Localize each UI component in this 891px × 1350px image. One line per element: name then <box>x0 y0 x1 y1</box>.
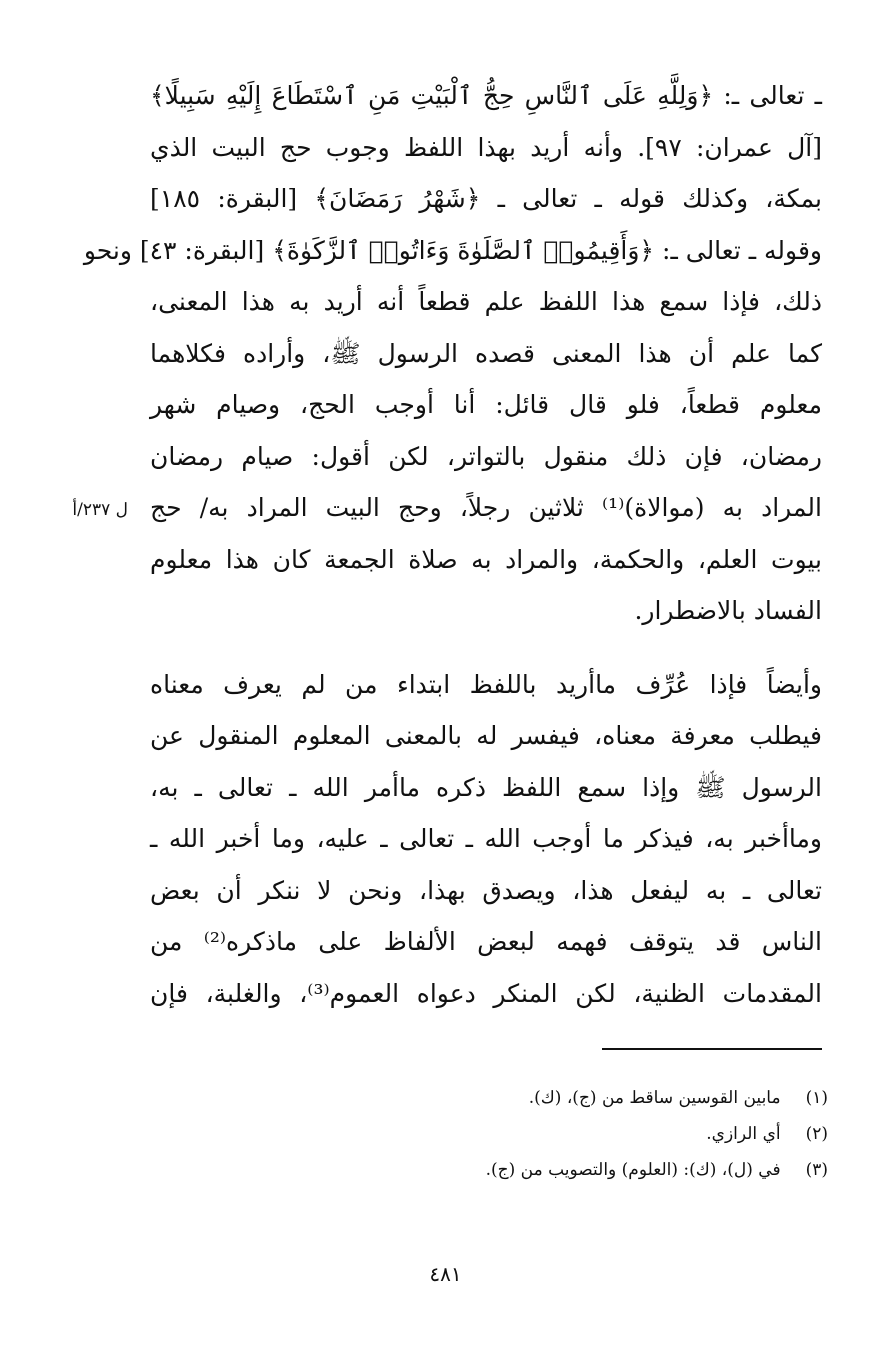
text-line: [آل عمران: ٩٧]. وأنه أريد بهذا اللفظ وجوب حج البيت الذي <box>150 132 823 162</box>
text-line: وأيضاً فإذا عُرِّف ماأريد باللفظ ابتداء من لم يعرف معناه <box>150 669 822 699</box>
text-line: كما علم أن هذا المعنى قصده الرسول ﷺ، وأراده فكلاهما <box>150 338 822 368</box>
footnote-number: (٢) <box>805 1124 828 1144</box>
text-line: معلوم قطعاً، فلو قال قائل: أنا أوجب الحج، وصيام شهر <box>150 390 822 419</box>
text-line: الرسول ﷺ وإذا سمع اللفظ ذكره ماأمر الله ـ تعالى ـ به، <box>150 772 822 802</box>
footnote-number: (١) <box>805 1088 828 1108</box>
text-line: الناس قد يتوقف فهمه لبعض الألفاظ على ماذكره⁽²⁾ من <box>150 927 822 956</box>
text-line: وقوله ـ تعالى ـ: ﴿وَأَقِيمُوا۟ ٱلصَّلَوٰةَ وَءَاتُوا۟ ٱلزَّكَوٰةَ﴾ [البقرة: ٤٣] ونحو <box>83 235 822 265</box>
footnote-number: (٣) <box>805 1160 828 1180</box>
footnote-text: في (ل)، (ك): (العلوم) والتصويب من (ج). <box>485 1160 781 1180</box>
text-line: بمكة، وكذلك قوله ـ تعالى ـ ﴿شَهْرُ رَمَضَانَ﴾ [البقرة: ١٨٥] <box>150 184 822 213</box>
text-line: المقدمات الظنية، لكن المنكر دعواه العموم⁽³⁾، والغلبة، فإن <box>150 978 822 1008</box>
text-line: بيوت العلم، والحكمة، والمراد به صلاة الجمعة كان هذا معلوم <box>150 544 822 574</box>
footnote-divider <box>602 1048 822 1050</box>
text-line: فيطلب معرفة معناه، فيفسر له بالمعنى المعلوم المنقول عن <box>150 721 822 750</box>
text-line: رمضان، فإن ذلك منقول بالتواتر، لكن أقول: صيام رمضان <box>150 441 822 471</box>
text-line: ـ تعالى ـ: ﴿وَلِلَّهِ عَلَى ٱلنَّاسِ حِجُّ ٱلْبَيْتِ مَنِ ٱسْتَطَاعَ إِلَيْهِ سَبِيلًا﴾ <box>150 81 822 110</box>
footnotes <box>380 1080 828 1188</box>
footnote <box>380 1152 828 1188</box>
text-line: ذلك، فإذا سمع هذا اللفظ علم قطعاً أنه أريد به هذا المعنى، <box>150 287 822 316</box>
text-line: تعالى ـ به ليفعل هذا، ويصدق بهذا، ونحن لا ننكر أن بعض <box>150 875 822 905</box>
text-line: المراد به (موالاة)⁽¹⁾ ثلاثين رجلاً، وحج البيت المراد به/ حج <box>150 493 822 522</box>
footnote-text: مابين القوسين ساقط من (ج)، (ك). <box>528 1088 781 1108</box>
manuscript-folio-marker: ل ٢٣٧/أ <box>72 500 128 520</box>
footnote <box>380 1116 828 1152</box>
paragraph-gap <box>150 637 822 659</box>
footnote-text: أي الرازي. <box>706 1124 781 1144</box>
page-number: ٤٨١ <box>429 1262 462 1286</box>
text-line: وماأخبر به، فيذكر ما أوجب الله ـ تعالى ـ عليه، وما أخبر الله ـ <box>150 824 822 853</box>
text-line: الفساد بالاضطرار. <box>634 596 822 625</box>
footnote <box>380 1080 828 1116</box>
